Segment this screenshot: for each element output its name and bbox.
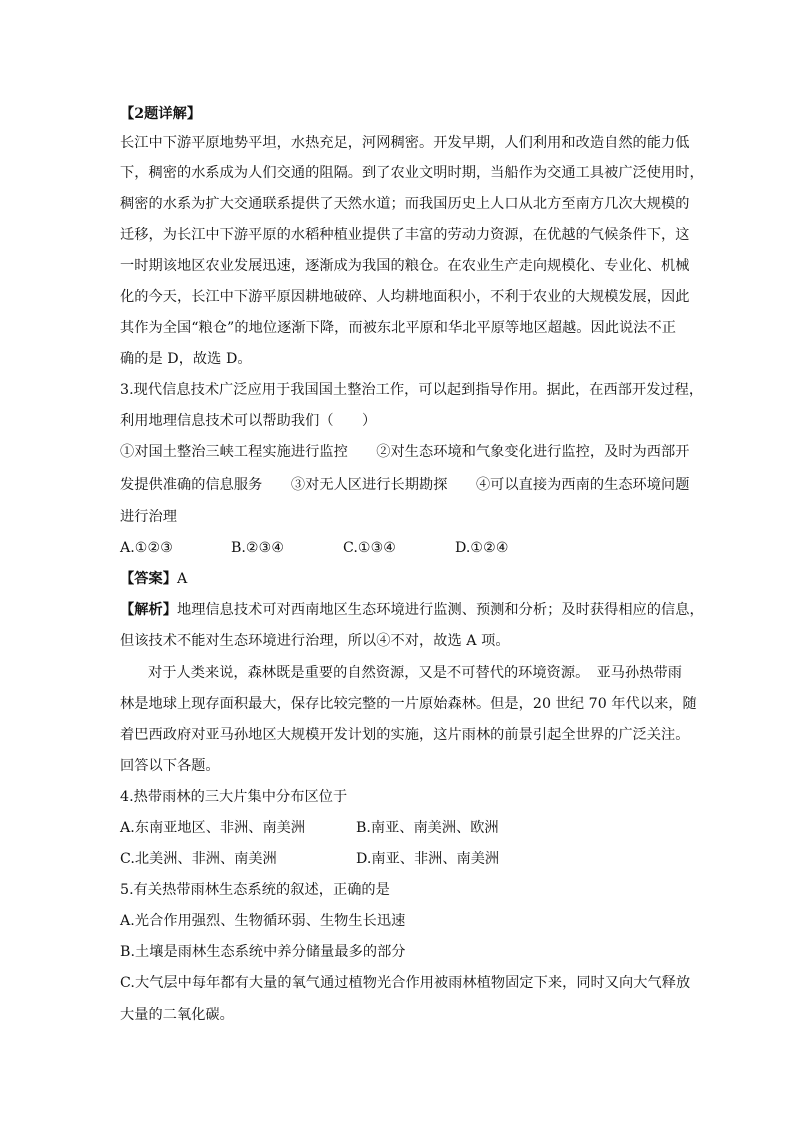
- question-5-option-c[interactable]: C.大气层中每年都有大量的氧气通过植物光合作用被雨林植物固定下来，同时又向大气释放: [120, 975, 691, 991]
- question-3-statement: 发提供准确的信息服务 ③对无人区进行长期勘探 ④可以直接为西南的生态环境问题: [120, 477, 690, 493]
- question-4-option-c[interactable]: C.北美洲、非洲、南美洲: [120, 851, 277, 867]
- explanation-line: 长江中下游平原地势平坦，水热充足，河网稠密。开发早期，人们利用和改造自然的能力低: [120, 135, 690, 151]
- explanation-line: 稠密的水系为扩大交通联系提供了天然水道；而我国历史上人口从北方至南方几次大规模的: [120, 196, 690, 212]
- question-5-stem: 5.有关热带雨林生态系统的叙述，正确的是: [120, 882, 390, 898]
- explanation-line: 其作为全国“粮仓”的地位逐渐下降，而被东北平原和华北平原等地区超越。因此说法不正: [120, 320, 676, 336]
- section-heading: 【2题详解】: [120, 106, 202, 122]
- question-3-option-c[interactable]: C.①③④: [343, 540, 397, 556]
- explanation-line: 确的是 D，故选 D。: [120, 351, 252, 367]
- answer-value: A: [176, 571, 188, 587]
- answer-line: [120, 569, 676, 589]
- answer-label: 【答案】: [120, 571, 177, 587]
- question-3-option-a[interactable]: A.①②③: [120, 540, 173, 556]
- analysis-label: 【解析】: [120, 602, 177, 618]
- passage-line: 回答以下各题。: [120, 758, 220, 774]
- question-4-option-a[interactable]: A.东南亚地区、非洲、南美洲: [120, 820, 306, 836]
- question-4-stem: 4.热带雨林的三大片集中分布区位于: [120, 789, 348, 805]
- question-3-stem: 3.现代信息技术广泛应用于我国国土整治工作，可以起到指导作用。据此，在西部开发过程，: [120, 382, 704, 398]
- question-3-stem: 利用地理信息技术可以帮助我们（ ）: [120, 413, 377, 429]
- question-4-option-b[interactable]: B.南亚、南美洲、欧洲: [356, 820, 499, 836]
- question-3-statement: ①对国土整治三峡工程实施进行监控 ②对生态环境和气象变化进行监控，及时为西部开: [120, 444, 690, 460]
- analysis-line: [120, 600, 704, 620]
- question-5-option-c-continued: 大量的二氧化碳。: [120, 1007, 234, 1023]
- question-3-option-b[interactable]: B.②③④: [231, 540, 285, 556]
- explanation-line: 一时期该地区农业发展迅速，逐渐成为我国的粮仓。在农业生产走向规模化、专业化、机械: [120, 258, 690, 274]
- question-3-option-d[interactable]: D.①②④: [455, 540, 509, 556]
- explanation-line: 迁移，为长江中下游平原的水稻种植业提供了丰富的劳动力资源，在优越的气候条件下，这: [120, 227, 690, 243]
- explanation-line: 化的今天，长江中下游平原因耕地破碎、人均耕地面积小，不利于农业的大规模发展，因此: [120, 289, 690, 305]
- analysis-text: 地理信息技术可对西南地区生态环境进行监测、预测和分析；及时获得相应的信息，: [176, 602, 704, 618]
- passage-line: 着巴西政府对亚马孙地区大规模开发计划的实施，这片雨林的前景引起全世界的广泛关注。: [120, 727, 690, 743]
- question-3-statement: 进行治理: [120, 509, 177, 525]
- explanation-line: 下，稠密的水系成为人们交通的阻隔。到了农业文明时期，当船作为交通工具被广泛使用时，: [120, 165, 704, 181]
- passage-line: 对于人类来说，森林既是重要的自然资源，又是不可替代的环境资源。 亚马孙热带雨: [148, 665, 682, 681]
- question-4-option-d[interactable]: D.南亚、非洲、南美洲: [356, 851, 500, 867]
- question-5-option-b[interactable]: B.土壤是雨林生态系统中养分储量最多的部分: [120, 944, 406, 960]
- analysis-line: 但该技术不能对生态环境进行治理，所以④不对，故选 A 项。: [120, 633, 510, 649]
- passage-line: 林是地球上现存面积最大，保存比较完整的一片原始森林。但是，20 世纪 70 年代以来，随: [120, 696, 697, 712]
- question-5-option-a[interactable]: A.光合作用强烈、生物循环弱、生物生长迅速: [120, 913, 406, 929]
